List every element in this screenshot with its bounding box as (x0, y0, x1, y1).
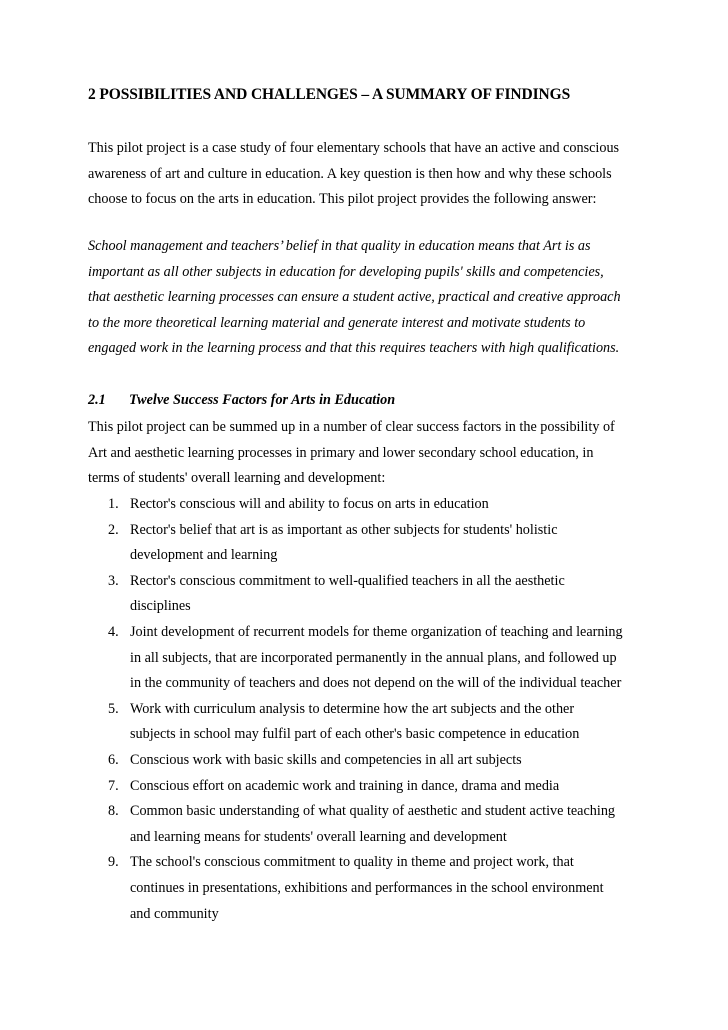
factors-intro-paragraph (88, 415, 648, 492)
answer-line: engaged work in the learning process and that this requires teachers with high qualifications. (88, 340, 620, 357)
intro-line: choose to focus on the arts in education. This pilot project provides the following answer: (88, 191, 597, 208)
list-item-line: and community (130, 905, 219, 922)
list-item (88, 748, 648, 774)
list-item-line: Rector's conscious commitment to well-qualified teachers in all the aesthetic (130, 572, 565, 589)
list-item (88, 492, 648, 518)
list-item (88, 569, 648, 620)
list-item-number: 5. (108, 700, 119, 717)
list-item-line: Joint development of recurrent models for theme organization of teaching and learning (130, 623, 623, 640)
list-item-line: in all subjects, that are incorporated permanently in the annual plans, and followed up (130, 649, 617, 666)
list-item-line: continues in presentations, exhibitions and performances in the school environment (130, 879, 604, 896)
answer-line: to the more theoretical learning material and generate interest and motivate students to (88, 314, 586, 331)
list-item-line: Work with curriculum analysis to determine how the art subjects and the other (130, 700, 575, 717)
section-number: 2.1 (88, 392, 106, 408)
list-item (88, 518, 648, 569)
section-heading (88, 392, 395, 409)
answer-paragraph (88, 234, 648, 362)
answer-line: that aesthetic learning processes can ensure a student active, practical and creative approach (88, 289, 621, 306)
factors-intro-line: This pilot project can be summed up in a number of clear success factors in the possibility of (88, 419, 615, 435)
factors-intro-line: terms of students' overall learning and development: (88, 470, 386, 487)
list-item-line: development and learning (130, 547, 278, 564)
list-item-number: 7. (108, 777, 119, 794)
list-item-number: 3. (108, 572, 119, 589)
answer-line: important as all other subjects in education for developing pupils' skills and competencies, (88, 263, 604, 280)
list-item-line: Conscious effort on academic work and training in dance, drama and media (130, 777, 560, 794)
list-item-number: 4. (108, 623, 119, 640)
list-item-number: 9. (108, 854, 119, 871)
list-item-number: 8. (108, 803, 119, 820)
section-title: Twelve Success Factors for Arts in Education (129, 392, 396, 408)
list-item (88, 850, 648, 927)
chapter-heading: 2 POSSIBILITIES AND CHALLENGES – A SUMMARY OF FINDINGS (88, 86, 571, 103)
list-item (88, 774, 648, 800)
intro-line: This pilot project is a case study of four elementary schools that have an active and conscious (88, 140, 620, 156)
success-factor-list (88, 492, 648, 927)
list-item-number: 2. (108, 521, 119, 538)
intro-paragraph (88, 136, 648, 213)
list-item-line: and learning means for students' overall learning and development (130, 828, 507, 845)
factors-intro-line: Art and aesthetic learning processes in primary and lower secondary school education, in (88, 444, 594, 461)
list-item-line: Rector's conscious will and ability to focus on arts in education (130, 496, 489, 512)
list-item-line: subjects in school may fulfil part of each other's basic competence in education (130, 726, 580, 743)
list-item-number: 1. (108, 496, 119, 512)
list-item-line: Rector's belief that art is as important as other subjects for students' holistic (130, 521, 558, 538)
answer-line: School management and teachers’ belief in that quality in education means that Art is as (88, 238, 591, 254)
list-item-line: The school's conscious commitment to quality in theme and project work, that (130, 854, 574, 871)
intro-line: awareness of art and culture in education. A key question is then how and why these schools (88, 165, 612, 182)
list-item-line: disciplines (130, 598, 191, 615)
list-item (88, 799, 648, 850)
list-item (88, 620, 648, 697)
list-item-line: Conscious work with basic skills and competencies in all art subjects (130, 751, 522, 768)
list-item-line: Common basic understanding of what quality of aesthetic and student active teaching (130, 803, 616, 820)
list-item-number: 6. (108, 751, 119, 768)
list-item-line: in the community of teachers and does not depend on the will of the individual teacher (130, 675, 622, 692)
list-item (88, 697, 648, 748)
